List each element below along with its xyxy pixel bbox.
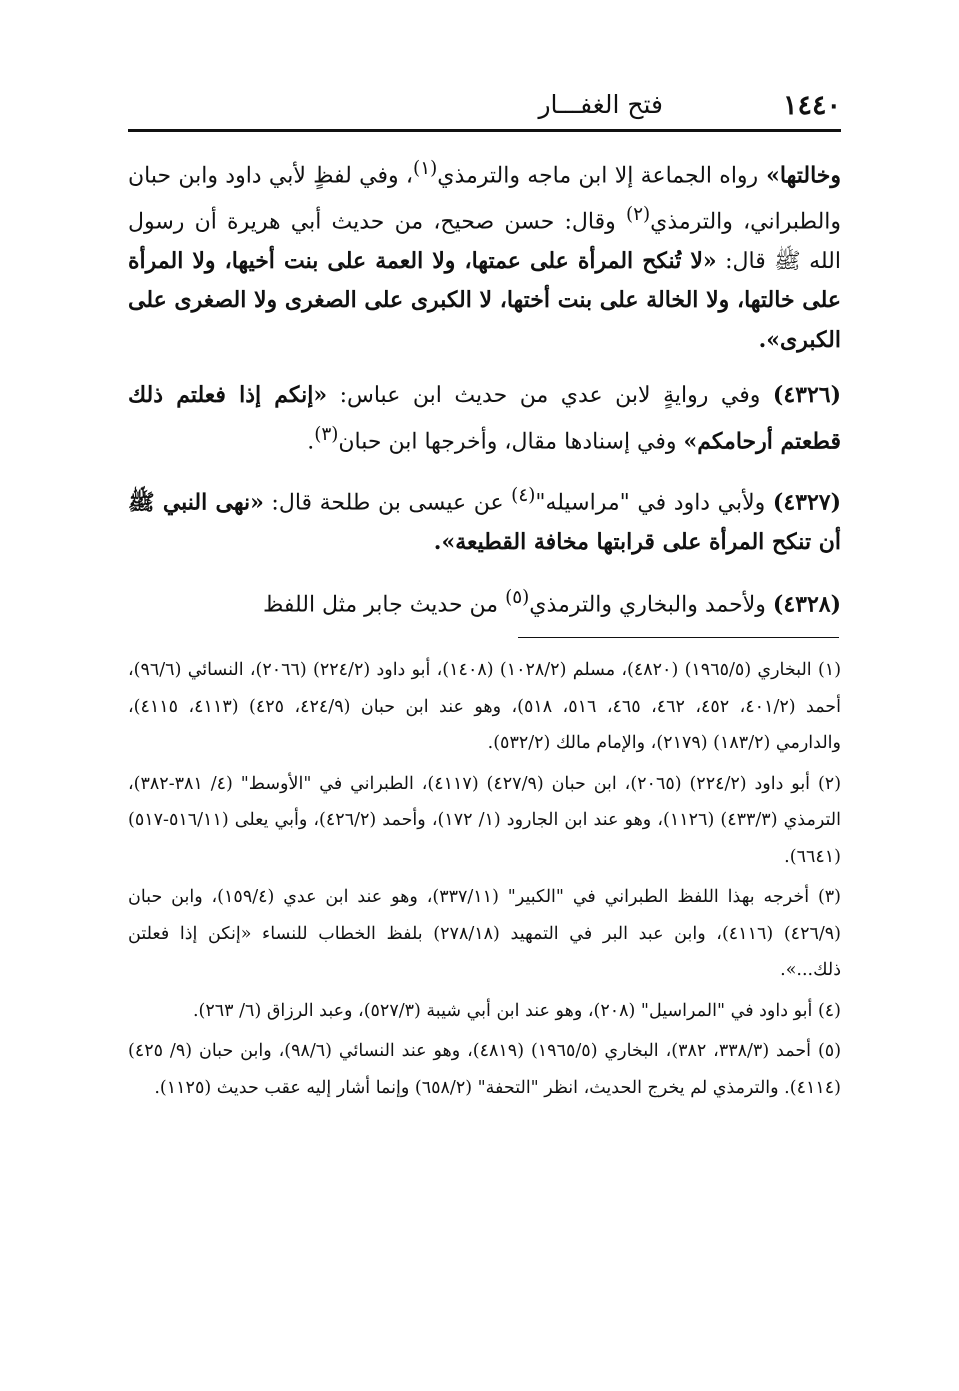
text-run: عن عيسى بن طلحة قال: [263,490,512,516]
paragraph [128,579,841,625]
text-run: ولأحمد والبخاري والترمذي [529,592,773,618]
footnote-text: أبو داود (٢٢٤/٢) (٢٠٦٥)، ابن حبان (٤٢٧/٩) (٤١١٧)، الطبراني في "الأوسط" (٤/ ٣٨١-٣٨٢)، الترمذي (٤٣٣/٣) (١١٢٦)، وهو عند ابن الجارود (١/ ١٧٢)، وأحمد (٤٢٦/٢)، وأبي يعلى (٥١٦/١١-٥١٧) (٦٦٤١). [128,773,841,867]
footnote-label: (٢) [817,773,842,794]
hadith-text: «لا تُنكح المرأة على عمتها، ولا العمة على بنت أخيها، ولا المرأة على خالتها، ولا الخالة على بنت أختها، لا الكبرى على الصغرى ولا الصغرى على الكبرى». [128,247,841,353]
footnote-text: أخرجه بهذا اللفظ الطبراني في "الكبير" (٣٣٧/١١)، وهو عند ابن عدي (١٥٩/٤)، وابن حبان (٤٢٦/٩) (٤١١٦)، وابن عبد البر في التمهيد (٢٧٨/١٨) بلفظ الخطاب للنساء «إنكن إذا فعلتن ذلك...». [128,887,841,980]
footnote-text: أبو داود في "المراسيل" (٢٠٨)، وهو عند ابن أبي شيبة (٥٢٧/٣)، وعبد الرزاق (٦/ ٢٦٣). [192,1000,813,1021]
hadith-text: «نهى النبي ﷺ أن تنكح المرأة على قرابتها مخافة القطيعة». [128,489,841,556]
footnote-ref: (٣) [314,423,339,445]
footnote-ref: (٢) [625,203,651,225]
hadith-text: «إنكم إذا فعلتم ذلك قطعتم أرحامكم» [128,382,841,454]
footnote-ref: (٤) [511,485,536,507]
footnote-label: (٤) [817,1000,841,1021]
book-title: فتح الغفـــار [538,90,663,119]
footnote-text: البخاري (١٩٦٥/٥) (٤٨٢٠)، مسلم (١٠٢٨/٢) (١٤٠٨)، أبو داود (٢٢٤/٢) (٢٠٦٦)، النسائي (٩٦/٦)، أحمد (٤٠١/٢، ٤٥٢، ٤٦٢، ٤٦٥، ٥١٦، ٥١٨)، وهو عند ابن حبان (٤٢٤/٩، ٤٢٥) (٤١١٣، ٤١١٥)، والدارمي (١٨٣/٢) (٢١٧٩)، والإمام مالك (٥٣٢/٢). [128,660,841,753]
paragraph [128,150,841,360]
text-run: ، وفي لفظٍ لأبي داود وابن حبان والطبراني، والترمذي [128,163,842,235]
hadith-number: (٤٣٢٧) [772,489,841,516]
footnote-separator [518,637,839,638]
footnote [128,766,841,876]
text-run: ولأبي داود في "مراسيله" [535,490,773,516]
text-run: وقال: حسن صحيح، من حديث أبي هريرة أن رسول الله ﷺ قال: [128,209,841,274]
paragraph [128,477,841,562]
hadith-fragment: وخالتها» [758,162,841,189]
footnote-ref: (٥) [505,586,530,608]
hadith-number: (٤٣٢٨) [772,591,841,618]
page-number: ١٤٤٠ [782,90,841,121]
hadith-number: (٤٣٢٦) [772,382,841,409]
footnote-text: أحمد (٣٣٨/٣، ٣٨٢)، البخاري (١٩٦٥/٥) (٤٨١٩)، وهو عند النسائي (٩٨/٦)، وابن حبان (٩/ ٤٢٥) (٤١١٤). والترمذي لم يخرج الحديث، انظر "التحفة" (٦٥٨/٢) وإنما أشار إليه عقب حديث (١١٢٥). [128,1041,841,1098]
footnote-label: (٥) [817,1041,842,1061]
header-rule [128,129,841,132]
footnote [128,1033,841,1106]
text-run: وفي روايةٍ لابن عدي من حديث ابن عباس: [327,383,773,409]
text-run: . [307,428,315,454]
footnotes [128,652,841,1110]
text-run: وفي إسنادها مقال، وأخرجها ابن حبان [338,428,684,454]
footnote [128,879,841,989]
running-header [128,88,841,128]
text-run: من حديث جابر مثل اللفظ [262,592,506,618]
footnote [128,993,841,1030]
footnote [128,652,841,762]
paragraph [128,376,841,461]
footnote-label: (١) [817,660,842,680]
footnote-ref: (١) [413,158,438,179]
footnote-label: (٣) [817,887,841,907]
text-run: رواه الجماعة إلا ابن ماجه والترمذي [437,163,759,189]
main-text [128,150,841,641]
